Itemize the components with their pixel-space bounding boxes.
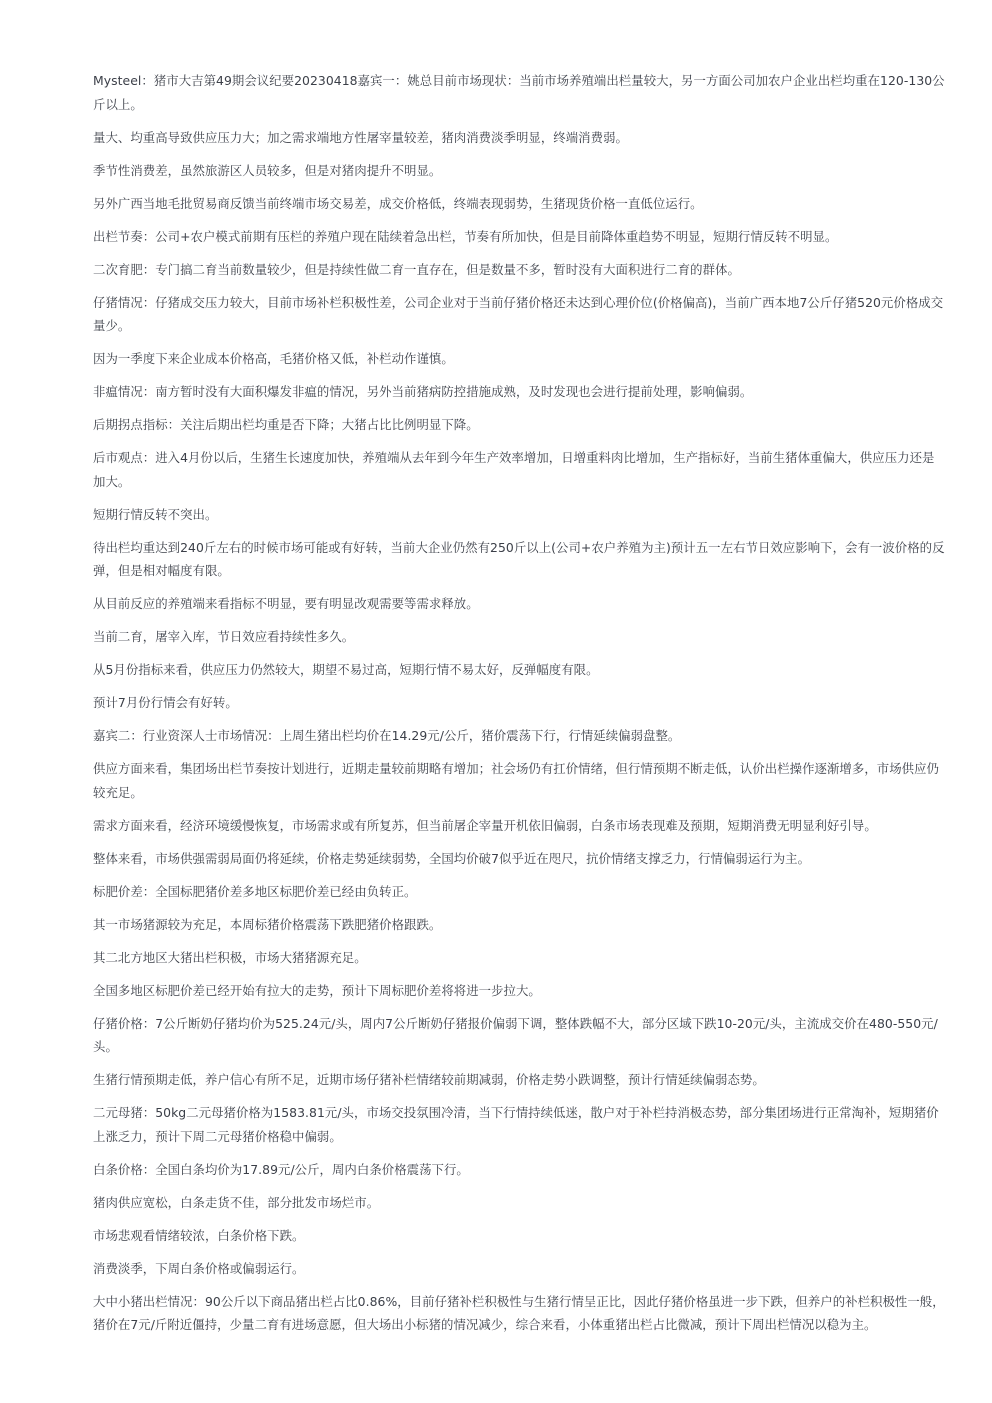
document-body — [93, 69, 945, 1346]
document-paragraph: 标肥价差：全国标肥猪价差多地区标肥价差已经由负转正。 — [93, 883, 417, 899]
document-paragraph: 猪肉供应宽松，白条走货不佳，部分批发市场烂市。 — [93, 1194, 380, 1210]
document-paragraph: 市场悲观看情绪较浓，白条价格下跌。 — [93, 1227, 305, 1243]
document-paragraph: 整体来看，市场供强需弱局面仍将延续，价格走势延续弱势，全国均价破7似乎近在咫尺，抗价情绪支撑乏力，行情偏弱运行为主。 — [93, 850, 811, 866]
document-paragraph: 其一市场猪源较为充足，本周标猪价格震荡下跌肥猪价格跟跌。 — [93, 916, 442, 932]
document-paragraph: 当前二育，屠宰入库，节日效应看持续性多久。 — [93, 629, 355, 644]
document-paragraph: 从5月份指标来看，供应压力仍然较大，期望不易过高，短期行情不易太好，反弹幅度有限。 — [93, 662, 599, 677]
document-paragraph: 后市观点：进入4月份以后，生猪生长速度加快，养殖端从去年到今年生产效率增加，日增重料肉比增加，生产指标好，当前生猪体重偏大，供应压力还是加大。 — [93, 450, 935, 489]
document-paragraph: 二次育肥：专门搞二育当前数量较少，但是持续性做二育一直存在，但是数量不多，暂时没有大面积进行二育的群体。 — [93, 261, 740, 277]
document-paragraph: 嘉宾二：行业资深人士市场情况：上周生猪出栏均价在14.29元/公斤，猪价震荡下行，行情延续偏弱盘整。 — [93, 728, 681, 743]
document-paragraph: 供应方面来看，集团场出栏节奏按计划进行，近期走量较前期略有增加；社会场仍有扛价情绪，但行情预期不断走低，认价出栏操作逐渐增多，市场供应仍较充足。 — [93, 761, 939, 800]
document-paragraph: 从目前反应的养殖端来看指标不明显，要有明显改观需要等需求释放。 — [93, 596, 479, 611]
document-paragraph: 后期拐点指标：关注后期出栏均重是否下降；大猪占比比例明显下降。 — [93, 417, 479, 432]
document-paragraph: 仔猪情况：仔猪成交压力较大，目前市场补栏积极性差，公司企业对于当前仔猪价格还未达到心理价位(价格偏高)，当前广西本地7公斤仔猪520元价格成交量少。 — [93, 294, 944, 333]
document-paragraph: 因为一季度下来企业成本价格高，毛猪价格又低，补栏动作谨慎。 — [93, 351, 454, 366]
document-paragraph: 预计7月份行情会有好转。 — [93, 695, 238, 710]
document-paragraph: 仔猪价格：7公斤断奶仔猪均价为525.24元/头，周内7公斤断奶仔猪报价偏弱下调，整体跌幅不大，部分区域下跌10-20元/头，主流成交价在480-550元/头。 — [93, 1015, 938, 1054]
document-paragraph: 另外广西当地毛批贸易商反馈当前终端市场交易差，成交价格低，终端表现弱势，生猪现货价格一直低位运行。 — [93, 195, 703, 211]
document-paragraph: Mysteel：猪市大吉第49期会议纪要20230418嘉宾一：姚总目前市场现状：当前市场养殖端出栏量较大，另一方面公司加农户企业出栏均重在120-130公斤以上。 — [93, 73, 945, 112]
document-paragraph: 消费淡季，下周白条价格或偏弱运行。 — [93, 1260, 305, 1276]
document-paragraph: 生猪行情预期走低，养户信心有所不足，近期市场仔猪补栏情绪较前期减弱，价格走势小跌调整，预计行情延续偏弱态势。 — [93, 1072, 765, 1087]
document-paragraph: 其二北方地区大猪出栏积极，市场大猪猪源充足。 — [93, 949, 367, 965]
document-paragraph: 白条价格：全国白条均价为17.89元/公斤，周内白条价格震荡下行。 — [93, 1161, 469, 1177]
document-paragraph: 非瘟情况：南方暂时没有大面积爆发非瘟的情况，另外当前猪病防控措施成熟，及时发现也会进行提前处理，影响偏弱。 — [93, 384, 753, 399]
document-paragraph: 全国多地区标肥价差已经开始有拉大的走势，预计下周标肥价差将将进一步拉大。 — [93, 982, 541, 998]
document-paragraph: 出栏节奏：公司+农户模式前期有压栏的养殖户现在陆续着急出栏，节奏有所加快，但是目前降体重趋势不明显，短期行情反转不明显。 — [93, 228, 838, 244]
document-paragraph: 季节性消费差，虽然旅游区人员较多，但是对猪肉提升不明显。 — [93, 162, 442, 178]
document-paragraph: 二元母猪：50kg二元母猪价格为1583.81元/头，市场交投氛围冷清，当下行情持续低迷，散户对于补栏持消极态势，部分集团场进行正常淘补，短期猪价上涨乏力，预计下周二元母猪价格稳中偏弱。 — [93, 1105, 939, 1144]
document-paragraph: 需求方面来看，经济环境缓慢恢复，市场需求或有所复苏，但当前屠企宰量开机依旧偏弱，白条市场表现难及预期，短期消费无明显利好引导。 — [93, 817, 877, 833]
document-paragraph: 量大、均重高导致供应压力大；加之需求端地方性屠宰量较差，猪肉消费淡季明显，终端消费弱。 — [93, 129, 628, 145]
document-paragraph: 待出栏均重达到240斤左右的时候市场可能或有好转，当前大企业仍然有250斤以上(公司+农户养殖为主)预计五一左右节日效应影响下，会有一波价格的反弹，但是相对幅度有限。 — [93, 539, 945, 578]
document-paragraph: 大中小猪出栏情况：90公斤以下商品猪出栏占比0.86%，目前仔猪补栏积极性与生猪行情呈正比，因此仔猪价格虽进一步下跌，但养户的补栏积极性一般，猪价在7元/斤附近僵持，少量二育有进场意愿，但大场出小标猪的情况减少，综合来看，小体重猪出栏占比微减，预计下周出栏情况以稳为主。 — [93, 1293, 945, 1332]
document-paragraph: 短期行情反转不突出。 — [93, 506, 218, 522]
